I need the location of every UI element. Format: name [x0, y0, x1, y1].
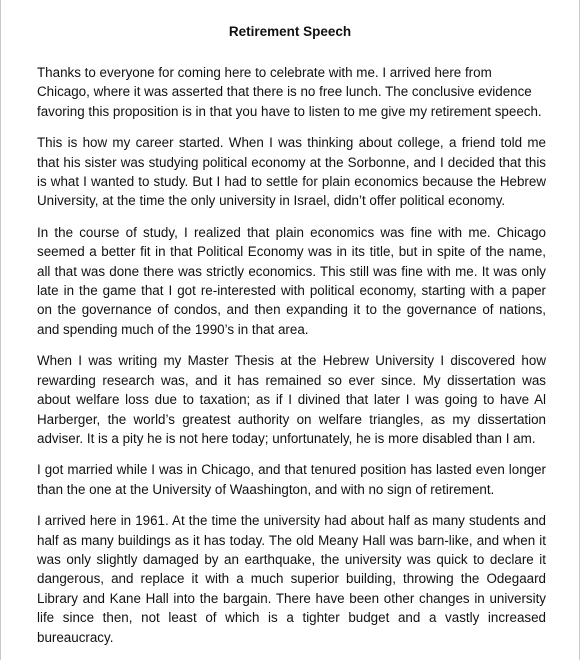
paragraph-3: In the course of study, I realized that plain economics was fine with me. Chicago seemed a better fit in that Political Economy was in its title, but in spite of the name, all that was done there was strictly economics. This still was fine with me. It was only late in the game that I got re-interested with political economy, starting with a paper on the governance of condos, and then expanding it to the governance of nations, and spending much of the 1990’s in that area.	[37, 224, 546, 337]
paragraph-4: When I was writing my Master Thesis at the Hebrew University I discovered how rewarding research was, and it has remained so ever since. My dissertation was about welfare loss due to taxation; as if I divined that later I was going to have Al Harberger, the world’s greatest authority on welfare triangles, as my dissertation adviser. It is a pity he is not here today; unfortunately, he is more disabled than I am.	[37, 353, 546, 446]
paragraph-5: I got married while I was in Chicago, and that tenured position has lasted even longer than the one at the University of Waashington, and with no sign of retirement.	[37, 462, 546, 497]
paragraph-2: This is how my career started. When I was thinking about college, a friend told me that his sister was studying political economy at the Sorbonne, and I decided that this is what I wanted to study. But I had to settle for plain economics because the Hebrew University, at the time the only university in Israel, didn’t offer political economy.	[37, 135, 546, 209]
paragraph-1: Thanks to everyone for coming here to celebrate with me. I arrived here from Chicago, where it was asserted that there is no free lunch. The conclusive evidence favoring this proposition is in that you have to listen to me give my retirement speech.	[37, 65, 542, 119]
paragraph-6: I arrived here in 1961. At the time the university had about half as many students and half as many buildings as it has today. The old Meany Hall was barn-like, and when it was only slightly damaged by an earthquake, the university was quick to declare it dangerous, and replace it with a much superior building, throwing the Odegaard Library and Kane Hall into the bargain. There have been other changes in university life since then, not least of which is a tighter budget and a vastly increased bureaucracy.	[37, 513, 546, 645]
document-title: Retirement Speech	[228, 24, 352, 39]
document-body	[37, 63, 546, 659]
